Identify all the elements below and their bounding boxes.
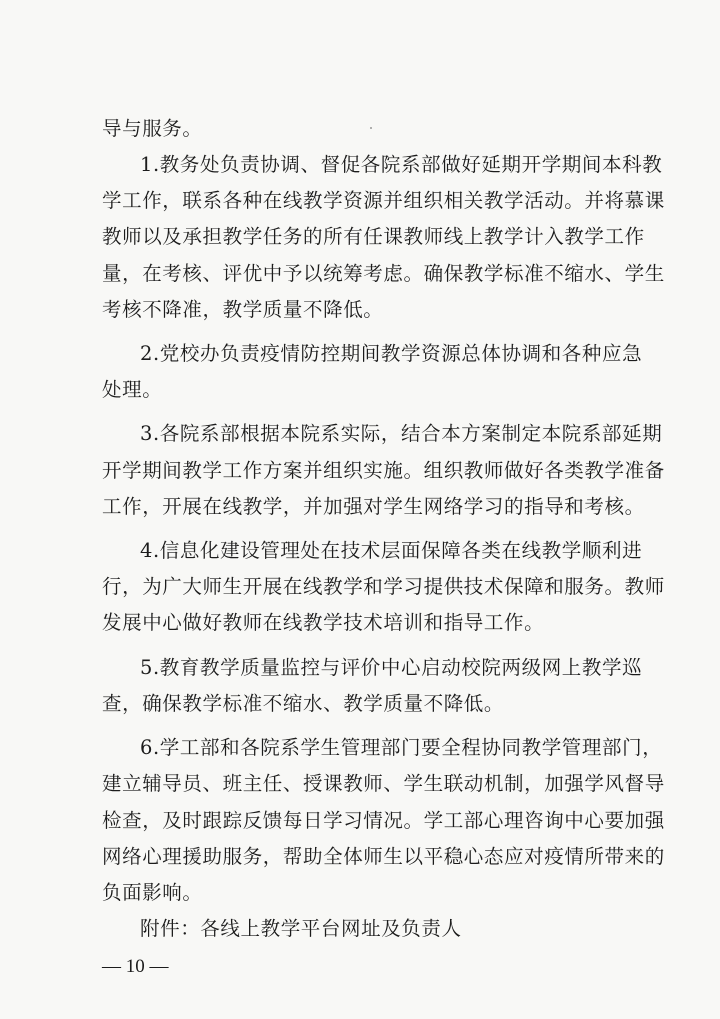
text-line: 学工作，联系各种在线教学资源并组织相关教学活动。并将慕课 bbox=[102, 189, 665, 212]
text-line: 教师以及承担教学任务的所有任课教师线上教学计入教学工作 bbox=[102, 225, 645, 248]
text-line: 处理。 bbox=[102, 378, 163, 401]
text-line: 网络心理援助服务，帮助全体师生以平稳心态应对疫情所带来的 bbox=[102, 845, 665, 868]
page-number: — 10 — bbox=[102, 956, 169, 977]
text-line: 4.信息化建设管理处在技术层面保障各类在线教学顺利进 bbox=[140, 539, 643, 562]
text-line: 考核不降准，教学质量不降低。 bbox=[102, 298, 384, 321]
text-line: 检查，及时跟踪反馈每日学习情况。学工部心理咨询中心要加强 bbox=[102, 809, 665, 832]
text-line: 负面影响。 bbox=[102, 881, 203, 904]
text-line: 3.各院系部根据本院系实际，结合本方案制定本院系部延期 bbox=[140, 422, 663, 445]
text-line: 6.学工部和各院系学生管理部门要全程协同教学管理部门， bbox=[140, 736, 663, 759]
text-line: 工作，开展在线教学，并加强对学生网络学习的指导和考核。 bbox=[102, 495, 645, 518]
text-line: 2.党校办负责疫情防控期间教学资源总体协调和各种应急 bbox=[140, 342, 643, 365]
text-line: 量，在考核、评优中予以统筹考虑。确保教学标准不缩水、学生 bbox=[102, 262, 665, 285]
text-line: 导与服务。 bbox=[102, 117, 203, 140]
text-line: 行，为广大师生开展在线教学和学习提供技术保障和服务。教师 bbox=[102, 575, 665, 598]
text-line: 发展中心做好教师在线教学技术培训和指导工作。 bbox=[102, 611, 545, 634]
text-line: 查，确保教学标准不缩水、教学质量不降低。 bbox=[102, 692, 505, 715]
text-line: 开学期间教学工作方案并组织实施。组织教师做好各类教学准备 bbox=[102, 459, 665, 482]
attachment-line: 附件：各线上教学平台网址及负责人 bbox=[140, 917, 462, 940]
text-line: 5.教育教学质量监控与评价中心启动校院两级网上教学巡 bbox=[140, 656, 643, 679]
text-line: 1.教务处负责协调、督促各院系部做好延期开学期间本科教 bbox=[140, 153, 663, 176]
text-line: 建立辅导员、班主任、授课教师、学生联动机制，加强学风督导 bbox=[102, 772, 665, 795]
